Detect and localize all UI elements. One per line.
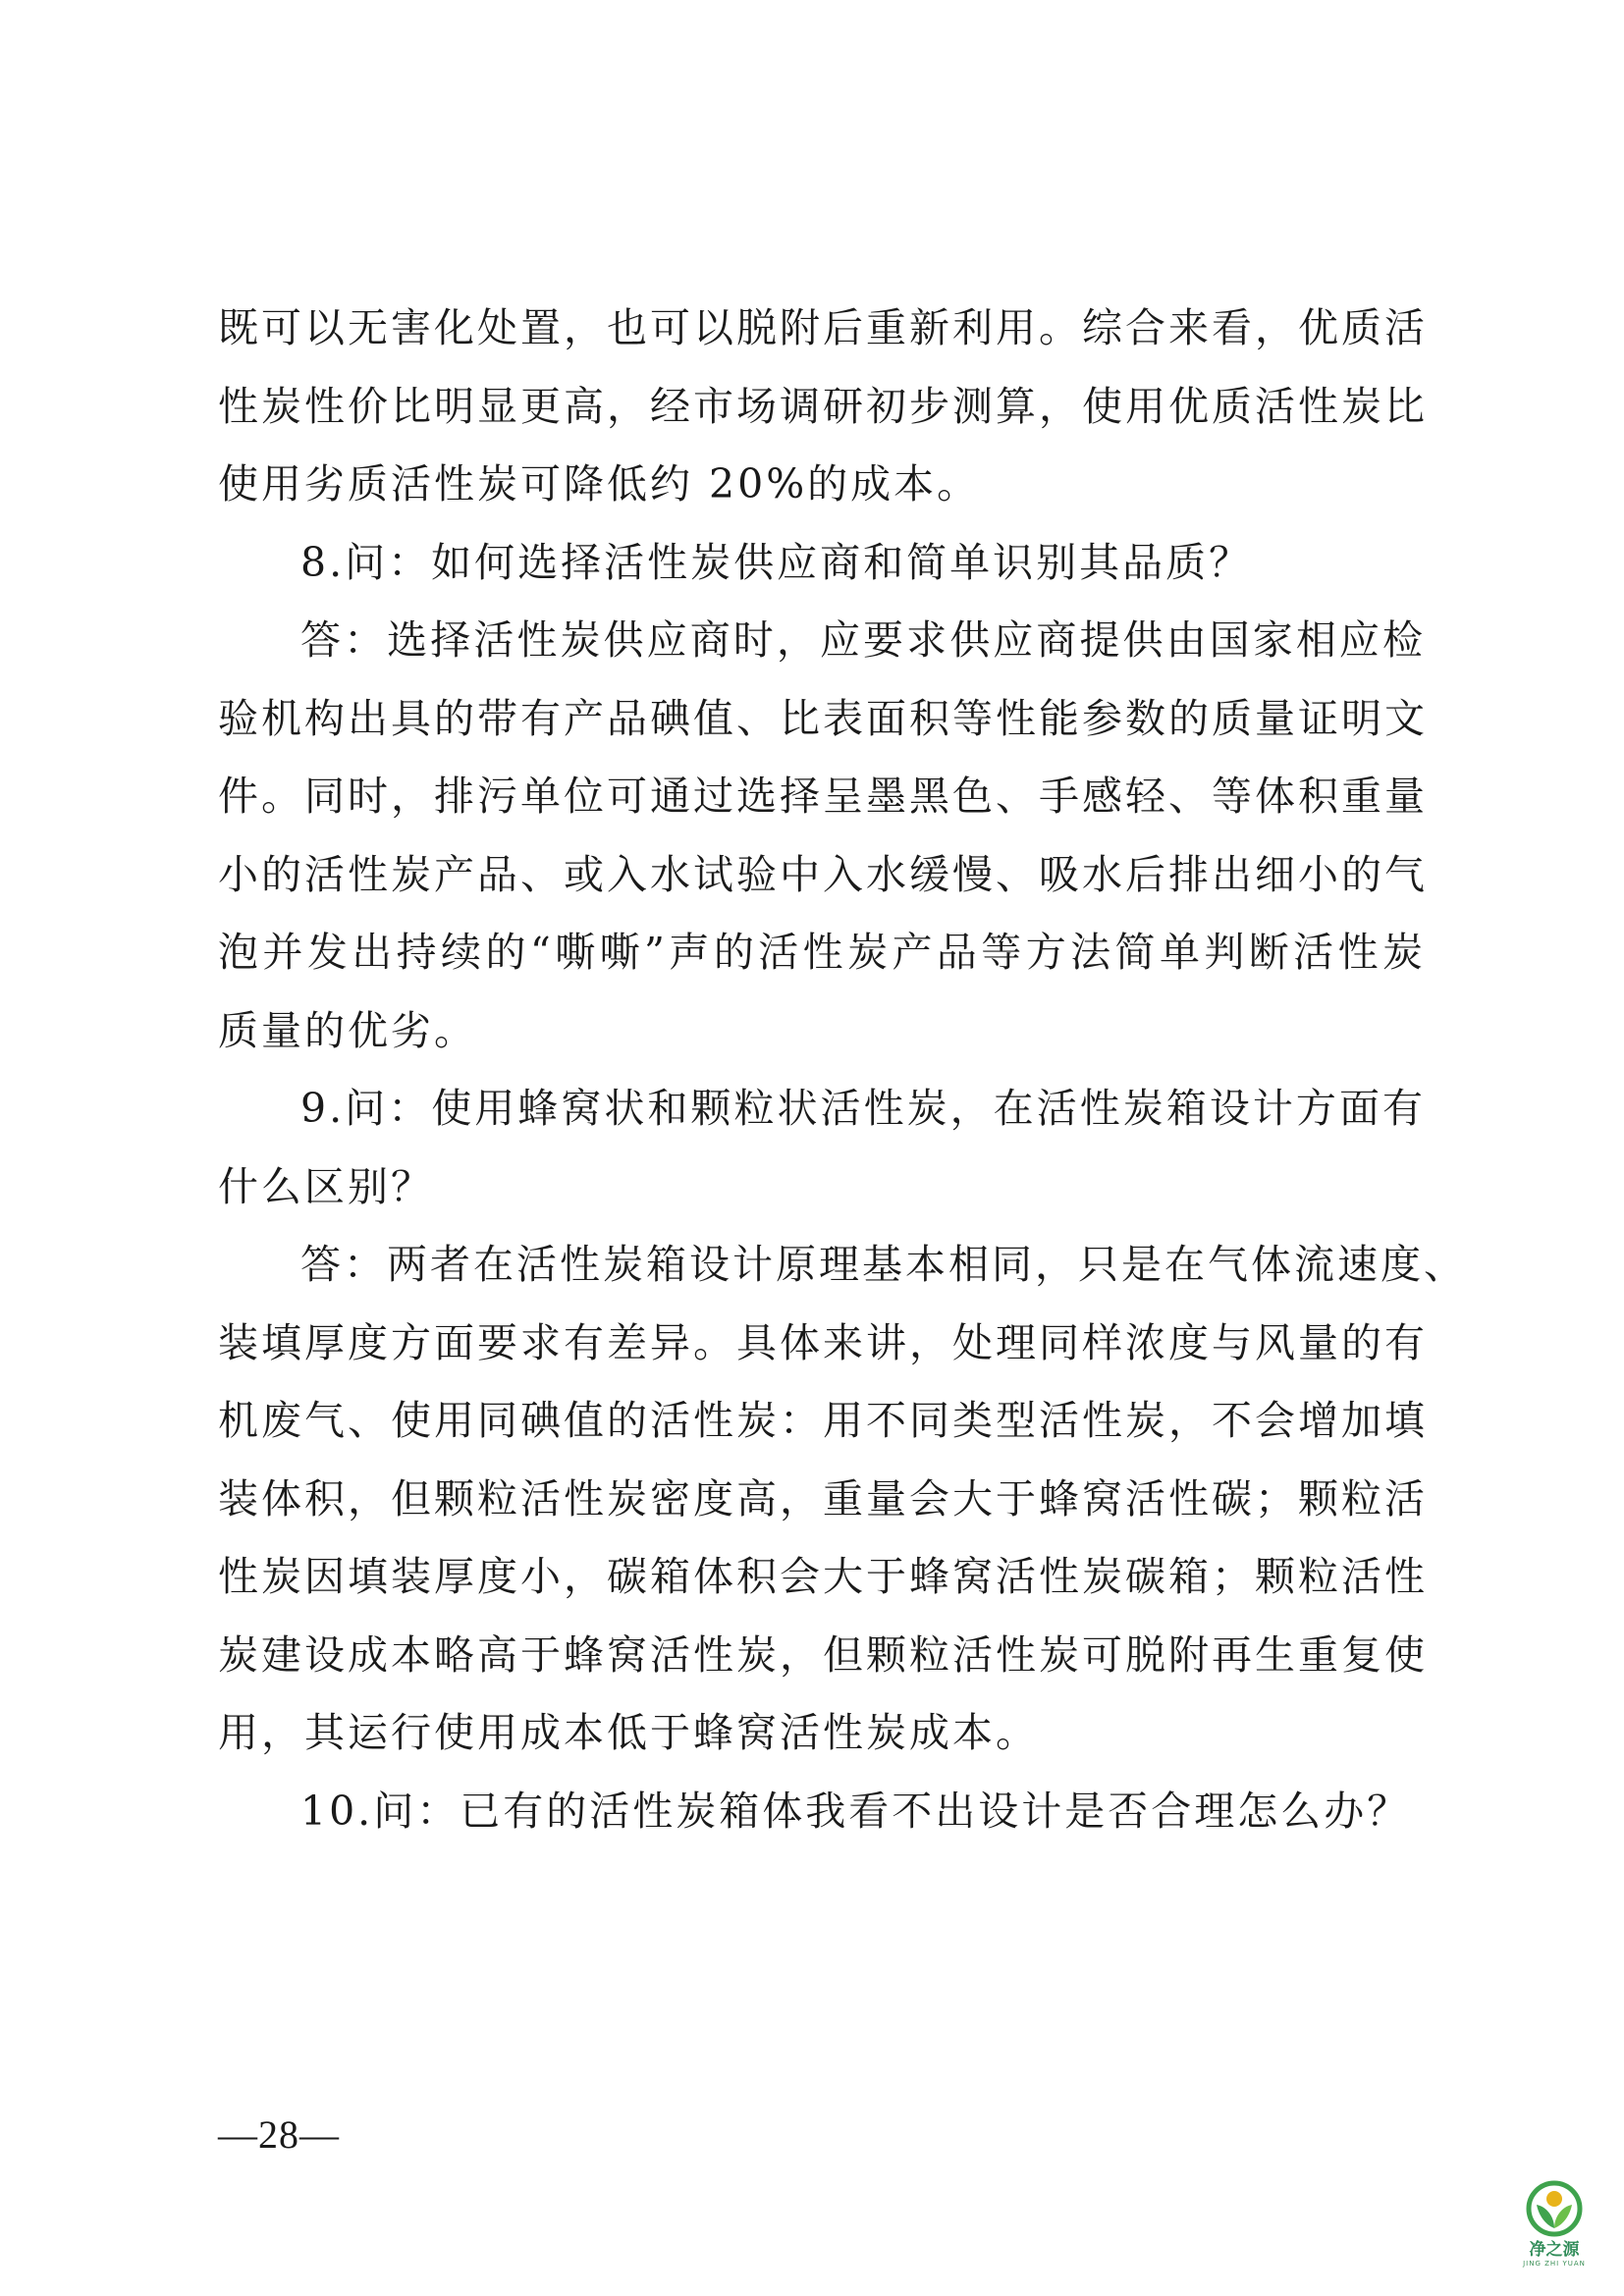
paragraph-line: 使用劣质活性炭可降低约 20%的成本。 (218, 460, 981, 507)
answer-9-line: 机废气、使用同碘值的活性炭：用不同类型活性炭，不会增加填 (218, 1397, 1428, 1444)
answer-9-line: 炭建设成本略高于蜂窝活性炭，但颗粒活性炭可脱附再生重复使 (218, 1630, 1428, 1679)
question-10: 10.问：已有的活性炭箱体我看不出设计是否合理怎么办？ (300, 1787, 1411, 1835)
answer-8-line: 验机构出具的带有产品碘值、比表面积等性能参数的质量证明文 (218, 694, 1428, 742)
answer-9-line: 用，其运行使用成本低于蜂窝活性炭成本。 (218, 1709, 1039, 1756)
answer-9-line: 装体积，但颗粒活性炭密度高，重量会大于蜂窝活性碳；颗粒活 (218, 1474, 1428, 1522)
answer-8-line: 泡并发出持续的“嘶嘶”声的活性炭产品等方法简单判断活性炭 (218, 929, 1426, 976)
question-9: 9.问：使用蜂窝状和颗粒状活性炭，在活性炭箱设计方面有 (300, 1085, 1426, 1132)
question-8: 8.问：如何选择活性炭供应商和简单识别其品质？ (300, 538, 1253, 586)
answer-9-line: 答：两者在活性炭箱设计原理基本相同，只是在气体流速度、 (300, 1241, 1467, 1288)
logo-name: 净之源 (1529, 2240, 1580, 2260)
answer-8-line: 件。同时，排污单位可通过选择呈墨黑色、手感轻、等体积重量 (218, 773, 1428, 820)
logo-subtitle: JING ZHI YUAN (1523, 2260, 1586, 2268)
watermark-logo (1500, 2179, 1608, 2289)
answer-8-line: 小的活性炭产品、或入水试验中入水缓慢、吸水后排出细小的气 (218, 850, 1428, 898)
paragraph-line: 既可以无害化处置，也可以脱附后重新利用。综合来看，优质活 (218, 304, 1428, 351)
leaf-logo-icon (1525, 2179, 1584, 2238)
answer-8-line: 答：选择活性炭供应商时，应要求供应商提供由国家相应检 (300, 616, 1426, 664)
question-9-line: 什么区别？ (218, 1162, 434, 1210)
paragraph-line: 性炭性价比明显更高，经市场调研初步测算，使用优质活性炭比 (218, 382, 1428, 430)
answer-9-line: 性炭因填装厚度小，碳箱体积会大于蜂窝活性炭碳箱；颗粒活性 (218, 1553, 1428, 1600)
answer-8-line: 质量的优劣。 (218, 1006, 477, 1054)
page-number: —28— (218, 2112, 340, 2157)
answer-9-line: 装填厚度方面要求有差异。具体来讲，处理同样浓度与风量的有 (218, 1318, 1428, 1366)
document-body (218, 290, 1467, 1850)
